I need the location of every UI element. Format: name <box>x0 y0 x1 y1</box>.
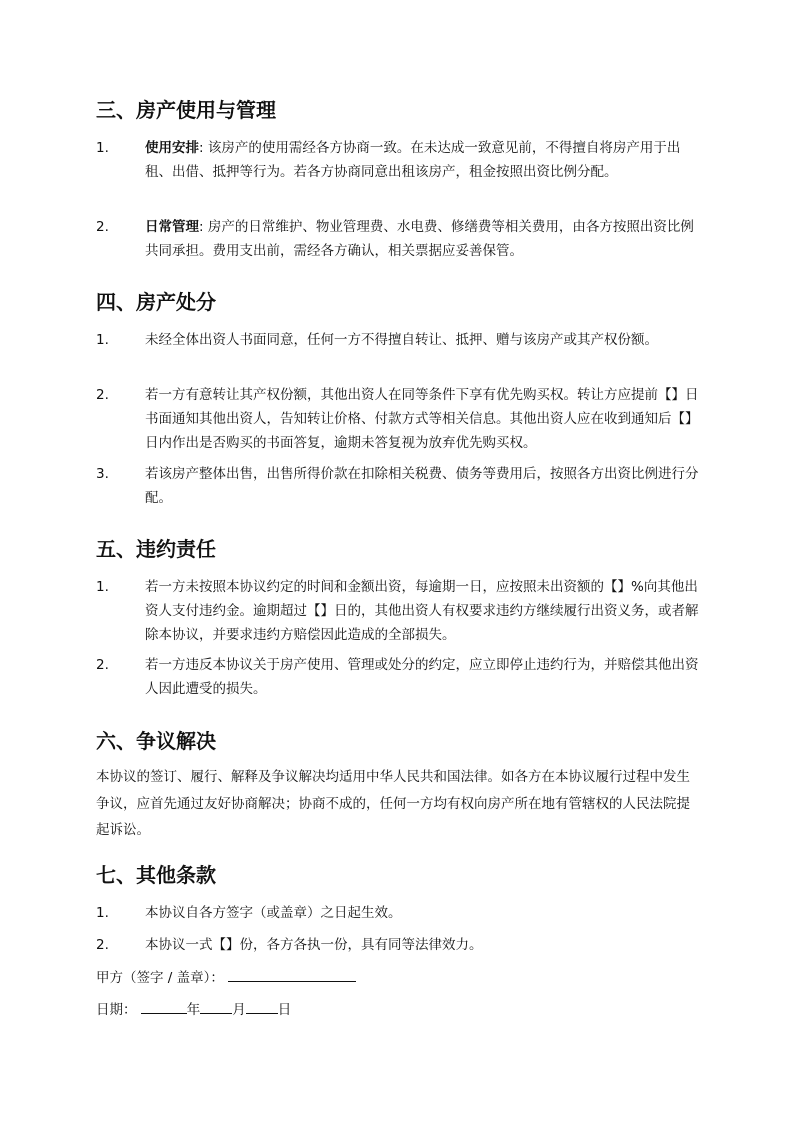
month-label: 月 <box>232 1002 246 1018</box>
date-line <box>96 997 291 1022</box>
day-label: 日 <box>277 1002 292 1018</box>
item-text: 该房产的使用需经各方协商一致。在未达成一致意见前，不得擅自将房产用于出租、出借、抵押等行为。若各方协商同意出租该房产，租金按照出资比例分配。 <box>145 140 681 180</box>
date-label: 日期： <box>96 1002 137 1018</box>
list-number: 2. <box>96 657 109 673</box>
item-text: 若一方有意转让其产权份额，其他出资人在同等条件下享有优先购买权。转让方应提前【】日书面通知其他出资人，告知转让价格、付款方式等相关信息。其他出资人应在收到通知后【】日内作出是否购买的书面答复，逾期未答复视为放弃优先购买权。 <box>145 387 699 451</box>
list-item <box>96 383 700 455</box>
list-number: 2. <box>96 219 109 235</box>
list-number: 3. <box>96 466 109 482</box>
list-number: 2. <box>96 937 109 953</box>
item-label: 日常管理 <box>145 219 199 235</box>
list-number: 1. <box>96 579 109 595</box>
list-item <box>96 215 700 263</box>
item-text: 未经全体出资人书面同意，任何一方不得擅自转让、抵押、赠与该房产或其产权份额。 <box>145 332 658 348</box>
list-number: 1. <box>96 332 109 348</box>
item-text: 若该房产整体出售，出售所得价款在扣除相关税费、债务等费用后，按照各方出资比例进行分配。 <box>145 466 699 506</box>
item-separator: : <box>199 219 204 235</box>
item-text: 若一方未按照本协议约定的时间和金额出资，每逾期一日，应按照未出资额的【】%向其他出资人支付违约金。逾期超过【】日的，其他出资人有权要求违约方继续履行出资义务，或者解除本协议，并要求违约方赔偿因此造成的全部损失。 <box>145 579 699 643</box>
list-item <box>96 575 700 647</box>
section-3-heading: 三、房产使用与管理 <box>96 98 276 122</box>
item-label: 使用安排 <box>145 140 199 156</box>
list-item <box>96 901 700 925</box>
list-item <box>96 328 700 352</box>
list-item <box>96 933 700 957</box>
item-text: 本协议自各方签字（或盖章）之日起生效。 <box>145 905 402 921</box>
list-item <box>96 462 700 510</box>
section-7-heading: 七、其他条款 <box>96 863 216 887</box>
day-blank[interactable] <box>246 997 278 1014</box>
month-blank[interactable] <box>200 997 232 1014</box>
party-signature-line <box>96 965 356 990</box>
section-5-heading: 五、违约责任 <box>96 537 216 561</box>
item-text: 若一方违反本协议关于房产使用、管理或处分的约定，应立即停止违约行为，并赔偿其他出资人因此遭受的损失。 <box>145 657 699 697</box>
party-signature-label: 甲方（签字 / 盖章）： <box>96 970 224 986</box>
item-text: 房产的日常维护、物业管理费、水电费、修缮费等相关费用，由各方按照出资比例共同承担。费用支出前，需经各方确认，相关票据应妥善保管。 <box>145 219 694 259</box>
list-number: 1. <box>96 140 109 156</box>
year-blank[interactable] <box>141 997 187 1014</box>
signature-blank[interactable] <box>228 965 356 982</box>
item-text: 本协议一式【】份，各方各执一份，具有同等法律效力。 <box>145 937 483 953</box>
list-item <box>96 653 700 701</box>
year-label: 年 <box>186 1002 201 1018</box>
item-separator: : <box>199 140 204 156</box>
section-4-heading: 四、房产处分 <box>96 290 216 314</box>
section-6-heading: 六、争议解决 <box>96 729 216 753</box>
dispute-paragraph: 本协议的签订、履行、解释及争议解决均适用中华人民共和国法律。如各方在本协议履行过程中发生争议，应首先通过友好协商解决；协商不成的，任何一方均有权向房产所在地有管辖权的人民法院提起诉讼。 <box>96 769 690 838</box>
list-number: 1. <box>96 905 109 921</box>
list-number: 2. <box>96 387 109 403</box>
list-item <box>96 136 700 184</box>
